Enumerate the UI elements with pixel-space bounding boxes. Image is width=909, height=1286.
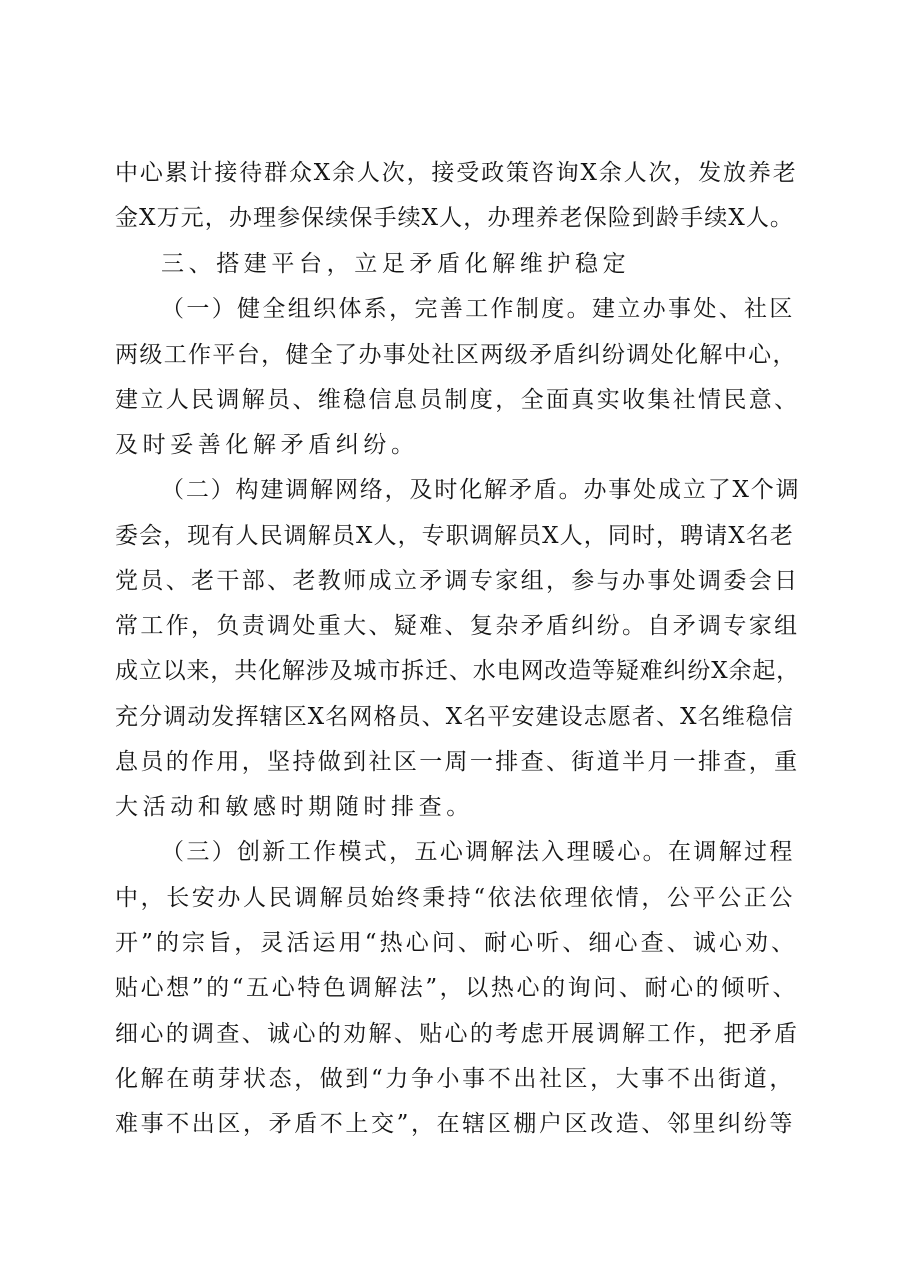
text-line: 大活动和敏感时期随时排查。 xyxy=(115,794,474,820)
text-line: 建立人民调解员、维稳信息员制度，全面真实收集社情民意、 xyxy=(115,387,800,413)
text-line: 难事不出区，矛盾不上交”，在辖区棚户区改造、邻里纠纷等 xyxy=(115,1111,795,1137)
text-line: 中，长安办人民调解员始终秉持“依法依理依情，公平公正公 xyxy=(115,885,795,911)
text-line: 党员、老干部、老教师成立矛调专家组，参与办事处调委会日 xyxy=(115,568,800,594)
text-line: 开”的宗旨，灵活运用“热心问、耐心听、细心查、诚心劝、 xyxy=(115,930,798,956)
text-line: 中心累计接待群众X余人次，接受政策咨询X余人次，发放养老 xyxy=(115,160,798,186)
subsection-heading: （二）构建调解网络，及时化解矛盾。办事处成立了X个调 xyxy=(161,477,801,503)
text-line: 委会，现有人民调解员X人，专职调解员X人，同时，聘请X名老 xyxy=(115,523,795,549)
section-heading: 三、搭建平台，立足矛盾化解维护稳定 xyxy=(161,251,631,277)
text-line: 贴心想”的“五心特色调解法”，以热心的询问、耐心的倾听、 xyxy=(115,975,799,1001)
text-line: 两级工作平台，健全了办事处社区两级矛盾纠纷调处化解中心， xyxy=(115,342,797,368)
subsection-heading: （三）创新工作模式，五心调解法入理暖心。在调解过程 xyxy=(161,839,795,865)
text-line: 化解在萌芽状态，做到“力争小事不出社区，大事不出街道， xyxy=(115,1066,795,1092)
text-line: 细心的调查、诚心的劝解、贴心的考虑开展调解工作，把矛盾 xyxy=(115,1021,800,1047)
subsection-heading: （一）健全组织体系，完善工作制度。建立办事处、社区 xyxy=(161,296,795,322)
text-line: 常工作，负责调处重大、疑难、复杂矛盾纠纷。自矛调专家组 xyxy=(115,613,800,639)
text-line: 成立以来，共化解涉及城市拆迁、水电网改造等疑难纠纷X余起， xyxy=(115,658,801,684)
text-line: 息员的作用，坚持做到社区一周一排查、街道半月一排查，重 xyxy=(115,749,800,775)
text-line: 及时妥善化解矛盾纠纷。 xyxy=(115,432,419,458)
text-line: 金X万元，办理参保续保手续X人，办理养老保险到龄手续X人。 xyxy=(115,205,795,231)
text-line: 充分调动发挥辖区X名网格员、X名平安建设志愿者、X名维稳信 xyxy=(115,704,795,730)
